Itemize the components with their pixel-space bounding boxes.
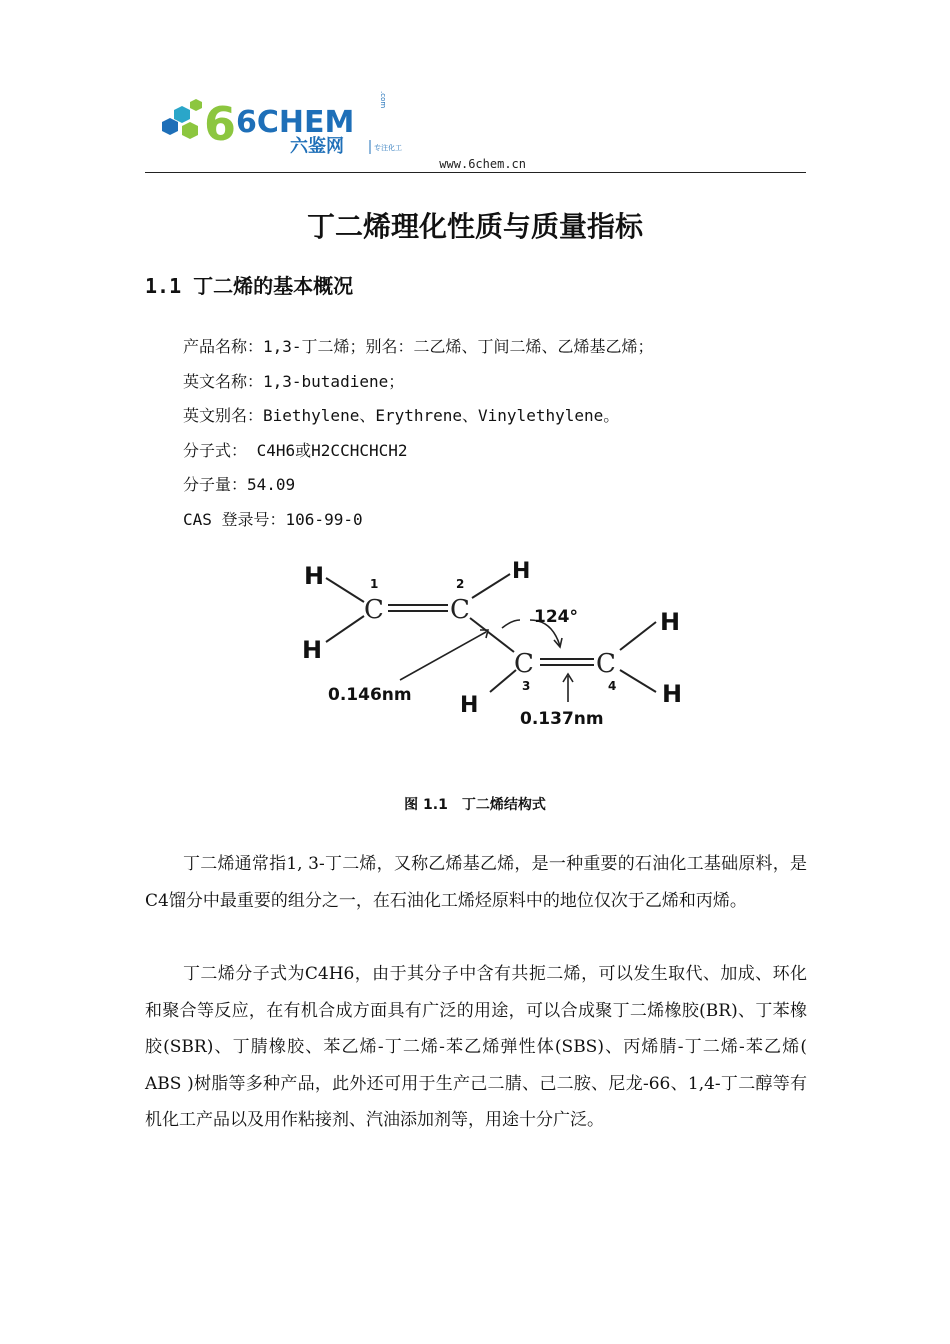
- page-header: [145, 80, 806, 175]
- atom-c3: C: [514, 649, 534, 679]
- logo-six: 6: [204, 97, 237, 151]
- carbon-number-3: 3: [522, 679, 531, 693]
- hexagon-molecule-icon: [162, 99, 202, 139]
- logo-subtext: 六鉴网: [290, 136, 344, 157]
- atom-h-top-left: H: [304, 562, 325, 590]
- site-url[interactable]: www.6chem.cn: [439, 157, 526, 171]
- info-english-alias: 英文别名：Biethylene、Erythrene、Vinylethylene。: [183, 406, 620, 425]
- info-product-name: 产品名称：1,3-丁二烯；别名：二乙烯、丁间二烯、乙烯基乙烯；: [183, 337, 654, 356]
- info-english-name: 英文名称：1,3-butadiene；: [183, 371, 405, 391]
- atom-h-bottom-mid: H: [460, 693, 479, 718]
- info-molecular-weight: 分子量：54.09: [183, 475, 296, 494]
- atom-c1: C: [364, 595, 384, 625]
- paragraph-2: 丁二烯分子式为C4H6，由于其分子中含有共扼二烯，可以发生取代、加成、环化和聚合等反应，在有机合成方面具有广泛的用途，可以合成聚丁二烯橡胶(BR)、丁苯橡胶(SBR)、丁腈橡胶、苯乙烯-丁二烯-苯乙烯弹性体(SBS)、丙烯腈-丁二烯-苯乙烯( ABS )树脂等多种产品，此外还可用于生产己二腈、己二胺、尼龙-66、1,4-丁二醇等有机化工产品以及用作粘接剂、汽油添加剂等，用途十分广泛。: [145, 964, 807, 1130]
- logo-com: .com: [379, 91, 387, 109]
- atom-h-top-mid: H: [512, 559, 531, 584]
- logo-tagline: 专注化工: [374, 144, 402, 152]
- document-title: 丁二烯理化性质与质量指标: [306, 210, 643, 243]
- info-formula: 分子式： C4H6或H2CCHCHCH2: [183, 440, 408, 460]
- single-bond-length-label: 0.146nm: [328, 685, 412, 705]
- butadiene-structure-diagram: [290, 550, 710, 740]
- double-bond-length-label: 0.137nm: [520, 709, 604, 729]
- paragraph-1: 丁二烯通常指1, 3-丁二烯，又称乙烯基乙烯，是一种重要的石油化工基础原料，是C4馏分中最重要的组分之一，在石油化工烯烃原料中的地位仅次于乙烯和丙烯。: [145, 854, 807, 911]
- product-info-list: [183, 333, 654, 540]
- atom-c4: C: [596, 649, 616, 679]
- atom-h-bottom-left: H: [302, 636, 323, 664]
- bond-angle-label: 124°: [534, 607, 578, 627]
- header-divider: [145, 172, 806, 173]
- section-heading: 1.1 丁二烯的基本概况: [145, 274, 354, 298]
- 6chem-logo[interactable]: [160, 88, 430, 158]
- atom-h-bottom-right: H: [662, 680, 683, 708]
- annotation-arrows: [400, 620, 573, 702]
- figure-caption: 图 1.1 丁二烯结构式: [404, 797, 546, 813]
- atom-c2: C: [450, 595, 470, 625]
- carbon-number-4: 4: [608, 679, 617, 693]
- logo-text: 6CHEM: [236, 105, 355, 140]
- carbon-number-1: 1: [370, 577, 379, 591]
- info-cas-number: CAS 登录号：106-99-0: [183, 509, 363, 529]
- atom-h-top-right: H: [660, 608, 681, 636]
- carbon-number-2: 2: [456, 577, 465, 591]
